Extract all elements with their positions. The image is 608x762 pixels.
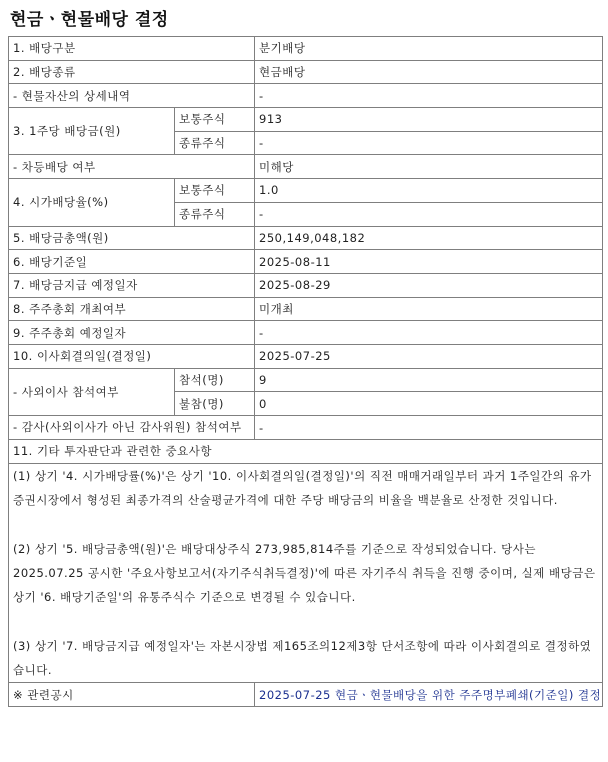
row-value: - — [255, 131, 603, 155]
table-row — [9, 273, 603, 297]
related-label: ※ 관련공시 — [9, 683, 255, 707]
row-label: 3. 1주당 배당금(원) — [9, 108, 175, 155]
row-label: 2. 배당종류 — [9, 60, 255, 84]
table-row — [9, 440, 603, 464]
table-row — [9, 37, 603, 61]
row-label: 11. 기타 투자판단과 관련한 중요사항 — [9, 440, 603, 464]
related-cell — [255, 683, 603, 707]
table-row — [9, 683, 603, 707]
table-row — [9, 226, 603, 250]
row-sublabel: 종류주식 — [175, 202, 255, 226]
row-label: 8. 주주총회 개최여부 — [9, 297, 255, 321]
table-row — [9, 416, 603, 440]
table-row — [9, 108, 603, 132]
row-label: 7. 배당금지급 예정일자 — [9, 273, 255, 297]
row-sublabel: 보통주식 — [175, 108, 255, 132]
row-value: 913 — [255, 108, 603, 132]
row-value: 250,149,048,182 — [255, 226, 603, 250]
row-label: - 현물자산의 상세내역 — [9, 84, 255, 108]
row-value: 2025-08-29 — [255, 273, 603, 297]
page-title: 현금ㆍ현물배당 결정 — [10, 10, 169, 30]
row-value: - — [255, 202, 603, 226]
row-value: 2025-08-11 — [255, 250, 603, 274]
table-row — [9, 179, 603, 203]
row-label: 1. 배당구분 — [9, 37, 255, 61]
row-value: 0 — [255, 392, 603, 416]
row-sublabel: 참석(명) — [175, 368, 255, 392]
row-label: 9. 주주총회 예정일자 — [9, 321, 255, 345]
row-label: 5. 배당금총액(원) — [9, 226, 255, 250]
notes-text: (1) 상기 '4. 시가배당률(%)'은 상기 '10. 이사회결의일(결정일)'의 직전 매매거래일부터 과거 1주일간의 유가증권시장에서 형성된 최종가격의 산술평균가격에 대한 주당 배당금의 비율을 백분율로 산정한 것입니다. (2) 상기 '5. 배당금총액(원)'은 배당대상주식 273,985,814주를 기준으로 작성되었습니다. 당사는 2025.07.25 공시한 '주요사항보고서(자기주식취득결정)'에 따른 자기주식 취득을 진행 중이며, 실제 배당금은 상기 '6. 배당기준일'의 유통주식수 기준으로 변경될 수 있습니다. (3) 상기 '7. 배당금지급 예정일자'는 자본시장법 제165조의12제3항 단서조항에 따라 이사회결의로 결정하였습니다. — [9, 463, 603, 683]
table-row — [9, 463, 603, 683]
row-label: - 차등배당 여부 — [9, 155, 255, 179]
table-row — [9, 84, 603, 108]
table-row — [9, 321, 603, 345]
row-value: 현금배당 — [255, 60, 603, 84]
row-value: - — [255, 84, 603, 108]
table-row — [9, 250, 603, 274]
row-value: 분기배당 — [255, 37, 603, 61]
row-sublabel: 보통주식 — [175, 179, 255, 203]
row-value: 2025-07-25 — [255, 344, 603, 368]
table-row — [9, 368, 603, 392]
row-value: - — [255, 321, 603, 345]
row-value: 1.0 — [255, 179, 603, 203]
table-row — [9, 155, 603, 179]
related-disclosure-link[interactable]: 2025-07-25 현금ㆍ현물배당을 위한 주주명부폐쇄(기준일) 결정 — [259, 687, 602, 702]
table-row — [9, 344, 603, 368]
dividend-table — [8, 36, 603, 707]
row-label: 6. 배당기준일 — [9, 250, 255, 274]
row-sublabel: 불참(명) — [175, 392, 255, 416]
table-row — [9, 60, 603, 84]
row-value: 미개최 — [255, 297, 603, 321]
row-value: - — [255, 416, 603, 440]
row-value: 미해당 — [255, 155, 603, 179]
row-label: 4. 시가배당율(%) — [9, 179, 175, 226]
row-value: 9 — [255, 368, 603, 392]
row-sublabel: 종류주식 — [175, 131, 255, 155]
table-row — [9, 297, 603, 321]
row-label: - 사외이사 참석여부 — [9, 368, 175, 415]
row-label: - 감사(사외이사가 아닌 감사위원) 참석여부 — [9, 416, 255, 440]
row-label: 10. 이사회결의일(결정일) — [9, 344, 255, 368]
